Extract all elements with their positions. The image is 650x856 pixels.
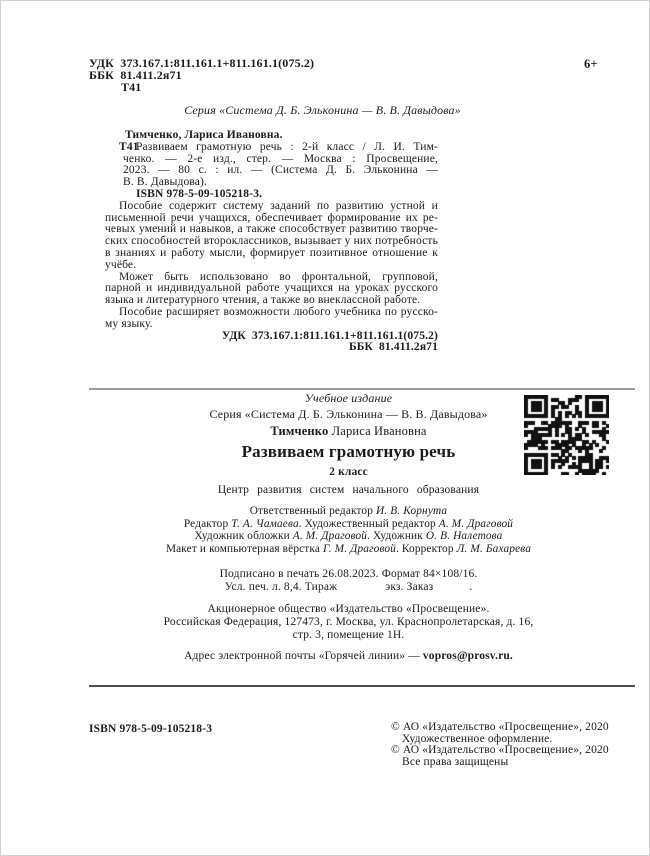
text-line: ских способностей второклассников, вызывает у них потребность (105, 235, 438, 248)
text-line: му языку. (105, 317, 153, 330)
copyright-entry (391, 745, 609, 768)
text-line: в знаниях и работу мысли, формирует позитивное отношение к (105, 246, 438, 259)
isbn-line: ISBN 978-5-09-105218-3. (136, 187, 263, 200)
udc-code-footer: УДК 373.167.1:811.161.1+811.161.1(075.2) (221, 329, 438, 342)
text-line: Пособие содержит систему заданий по развитию устной и (119, 199, 438, 212)
text-line: чевых умений и навыков, а также способствует развитию творче- (105, 223, 438, 236)
divider-bottom (89, 685, 635, 687)
bbk-code-footer: ББК 81.411.2я71 (348, 341, 438, 354)
udc-code: УДК 373.167.1:811.161.1+811.161.1(075.2) (89, 56, 315, 70)
staff-line: Художник обложки А. М. Драговой. Художник О. В. Налетова (194, 530, 503, 543)
age-rating-badge: 6+ (584, 57, 598, 71)
imprint-author: Тимченко Лариса Ивановна (270, 424, 427, 438)
print-info (89, 568, 608, 594)
copyright-line: Все права защищены (402, 756, 509, 769)
print-date-line: Подписано в печать 26.08.2023. Формат 84×108/16. (219, 568, 478, 581)
qr-code-icon (524, 395, 609, 475)
copyright-line: © АО «Издательство «Просвещение», 2020 (391, 721, 609, 733)
publisher-address (89, 603, 608, 641)
copyright-block (391, 722, 609, 769)
entry-code: Т41 (119, 140, 139, 153)
text-line: письменной речи учащихся, обеспечивает формирование их ре- (105, 211, 438, 224)
text-line: стр. 3, помещение 1Н. (292, 628, 405, 641)
editorial-staff (89, 505, 608, 555)
classification-codes (89, 58, 314, 93)
footer-isbn: ISBN 978-5-09-105218-3 (89, 723, 213, 735)
classification-codes-footer (89, 331, 438, 355)
staff-line: Ответственный редактор И. В. Корнута (249, 505, 448, 517)
annotation-paragraph (105, 307, 438, 331)
text-line: Акционерное общество «Издательство «Просвещение». (207, 602, 490, 615)
grade-line: 2 класс (329, 466, 368, 478)
annotation (105, 201, 438, 331)
text-line: Может быть использовано во фронтальной, групповой, (119, 270, 438, 283)
copyright-line: © АО «Издательство «Просвещение», 2020 (391, 744, 609, 757)
text-line: учёбе. (105, 258, 137, 271)
text-line: В. В. Давыдова). (123, 176, 208, 189)
annotation-paragraph (105, 272, 438, 307)
bbk-code: ББК 81.411.2я71 (89, 67, 182, 82)
text-line: Российская Федерация, 127473, г. Москва, ул. Краснопролетарская, д. 16, (163, 615, 534, 628)
staff-line: Макет и компьютерная вёрстка Г. М. Драговой. Корректор Л. М. Бахарева (165, 542, 532, 555)
print-run-line: Усл. печ. л. 8,4. Тираж экз. Заказ . (224, 581, 473, 594)
publishing-center-line: Центр развития систем начального образования (217, 484, 480, 496)
author-sign-code: Т41 (121, 79, 142, 94)
text-line: Пособие расширяет возможности любого учебника по русско- (119, 305, 438, 318)
book-title: Развиваем грамотную речь (241, 442, 456, 461)
hotline-email-line: Адрес электронной почты «Горячей линии» — vopros@prosv.ru. (184, 650, 513, 663)
text-line: языка и литературного чтения, а также во внеклассной работе. (105, 294, 421, 307)
catalog-entry (89, 142, 438, 189)
copyright-line: Художественное оформление. (402, 732, 553, 745)
edition-type: Учебное издание (304, 391, 393, 405)
text-line: парной и индивидуальной работе учащихся на уроках русского (105, 282, 438, 295)
author-heading: Тимченко, Лариса Ивановна. (125, 129, 283, 141)
copyright-entry (391, 722, 609, 745)
text-line: ченко. — 2-е изд., стер. — Москва : Просвещение, (123, 152, 438, 165)
bibliographic-record (89, 130, 438, 354)
series-line: Серия «Система Д. Б. Эльконина — В. В. Давыдова» (184, 103, 461, 117)
text-line: 2023. — 80 с. : ил. — (Система Д. Б. Эльконина — (123, 164, 438, 177)
divider-top (89, 388, 635, 390)
staff-line: Редактор Т. А. Чамаева. Художественный редактор А. М. Драговой (183, 517, 514, 530)
bibliographic-description (123, 142, 438, 189)
imprint-series: Серия «Система Д. Б. Эльконина — В. В. Давыдова» (209, 407, 488, 421)
text-line: Развиваем грамотную речь : 2-й класс / Л. И. Тим- (136, 140, 438, 153)
annotation-paragraph (105, 201, 438, 272)
